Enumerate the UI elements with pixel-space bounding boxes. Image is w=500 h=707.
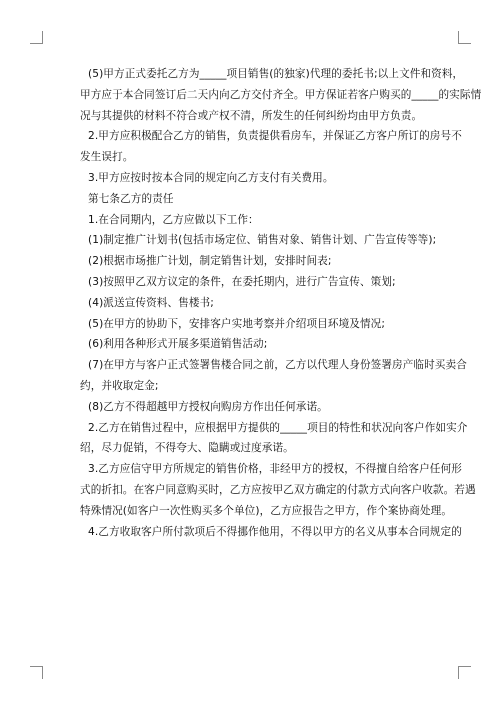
list-item: (7)在甲方与客户正式签署售楼合同之前，乙方以代理人身份签署房产临时买卖合 (88, 359, 467, 372)
paragraph-line: 2.甲方应积极配合乙方的销售，负责提供看房车，并保证乙方客户所订的房号不 (88, 130, 462, 143)
crop-mark-top-left (30, 31, 43, 44)
paragraph-line: 发生误打。 (80, 151, 134, 164)
paragraph-line: 3.乙方应信守甲方所规定的销售价格，非经甲方的授权，不得擅自给客户任何形 (88, 463, 462, 476)
list-item: (6)利用各种形式开展多渠道销售活动; (88, 338, 268, 351)
paragraph-line: 甲方应于本合同签订后二天内向乙方交付齐全。甲方保证若客户购买的_____的实际情 (80, 88, 482, 101)
paragraph-line: 1.在合同期内，乙方应做以下工作： (88, 213, 259, 226)
list-item: (2)根据市场推广计划，制定销售计划，安排时间表; (88, 255, 332, 268)
paragraph-line: 4.乙方收取客户所付款项后不得挪作他用，不得以甲方的名义从事本合同规定的 (88, 525, 462, 538)
crop-mark-bottom-right (458, 666, 471, 679)
section-heading: 第七条乙方的责任 (88, 192, 174, 205)
crop-mark-bottom-left (30, 666, 43, 679)
list-item: (3)按照甲乙双方议定的条件，在委托期内，进行广告宣传、策划; (88, 275, 396, 288)
paragraph-line: 况与其提供的材料不符合或产权不清，所发生的任何纠纷均由甲方负责。 (80, 109, 423, 122)
paragraph-line: 式的折扣。在客户同意购买时，乙方应按甲乙双方确定的付款方式向客户收款。若遇 (80, 483, 476, 496)
list-item-continuation: 约，并收取定金; (80, 379, 159, 392)
paragraph-line: 3.甲方应按时按本合同的规定向乙方支付有关费用。 (88, 171, 334, 184)
list-item: (4)派送宣传资料、售楼书; (88, 296, 214, 309)
list-item: (8)乙方不得超越甲方授权向购房方作出任何承诺。 (88, 400, 328, 413)
paragraph-line: (5)甲方正式委托乙方为_____项目销售(的独家)代理的委托书;以上文件和资料， (88, 68, 464, 80)
paragraph-line: 2.乙方在销售过程中，应根据甲方提供的_____项目的特性和状况向客户作如实介 (88, 421, 468, 434)
paragraph-line: 特殊情况(如客户一次性购买多个单位)，乙方应报告之甲方，作个案协商处理。 (80, 504, 453, 517)
paragraph-line: 绍，尽力促销，不得夸大、隐瞒或过度承诺。 (80, 442, 294, 455)
list-item: (1)制定推广计划书(包括市场定位、销售对象、销售计划、广告宣传等等); (88, 234, 437, 247)
list-item: (5)在甲方的协助下，安排客户实地考察并介绍项目环境及情况; (88, 317, 386, 330)
crop-mark-top-right (458, 31, 471, 44)
document-body (80, 64, 482, 542)
